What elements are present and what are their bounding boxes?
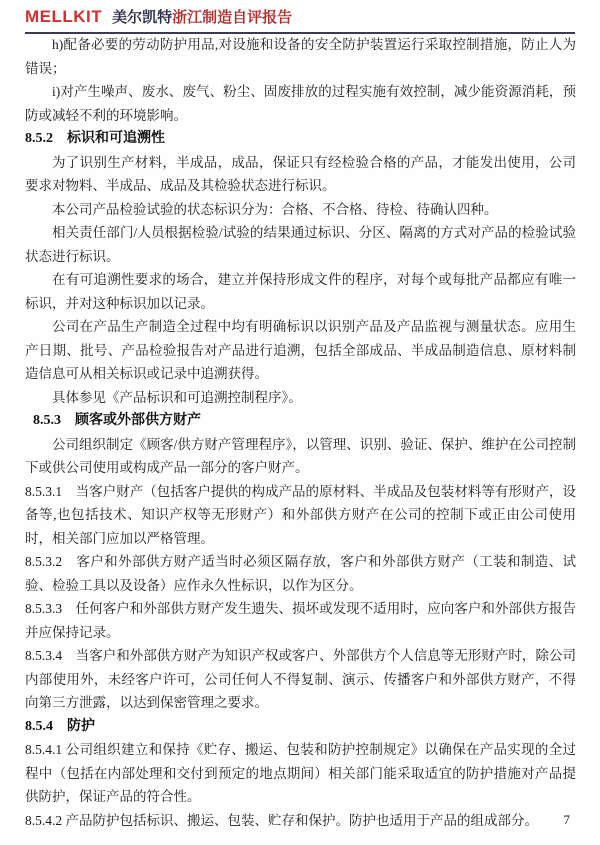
body-paragraph: 为了识别生产材料，半成品，成品，保证只有经检验合格的产品，才能发出使用，公司要求对物料、半成品、成品及其检验状态进行标识。 xyxy=(25,154,576,193)
body-paragraph: 具体参见《产品标识和可追溯控制程序》。 xyxy=(52,389,302,405)
company-logo-text: MELLKIT xyxy=(25,7,103,26)
body-paragraph: 相关责任部门/人员根据检验/试验的结果通过标识、分区、隔离的方式对产品的检验试验状态进行标识。 xyxy=(25,225,576,264)
page-number: 7 xyxy=(563,812,570,827)
section-heading-8-5-2: 8.5.2 标识和可追溯性 xyxy=(25,131,165,146)
numbered-clause-8-5-3-3: 8.5.3.3 任何客户和外部供方财产发生遗失、损坏或发现不适用时，应向客户和外部供方报告并应保持记录。 xyxy=(25,601,576,640)
body-paragraph: 在有可追溯性要求的场合，建立并保持形成文件的程序，对每个或每批产品都应有唯一标识，并对这种标识加以记录。 xyxy=(25,272,576,311)
numbered-clause-8-5-3-1: 8.5.3.1 当客户财产（包括客户提供的构成产品的原材料、半成品及包装材料等有形财产，设备等,也包括技术、知识产权等无形财产）和外部供方财产在公司的控制下或正由公司使用时，相关部门应加以严格管理。 xyxy=(25,483,576,546)
numbered-clause-8-5-4-1: 8.5.4.1 公司组织建立和保持《贮存、搬运、包装和防护控制规定》以确保在产品实现的全过程中（包括在内部处理和交付到预定的地点期间）相关部门能采取适宜的防护措施对产品提供防护，保证产品的符合性。 xyxy=(25,742,576,804)
numbered-clause-8-5-3-2: 8.5.3.2 客户和外部供方财产适当时必须区隔存放，客户和外部供方财产（工装和制造、试验、检验工具以及设备）应作永久性标识，以作为区分。 xyxy=(25,554,576,593)
body-paragraph: h)配备必要的劳动防护用品,对设施和设备的安全防护装置运行采取控制措施，防止人为错误； xyxy=(25,37,576,76)
body-paragraph: i)对产生噪声、废水、废气、粉尘、固废排放的过程实施有效控制，减少能资源消耗，预防或减轻不利的环境影响。 xyxy=(25,84,576,123)
section-heading-8-5-4: 8.5.4 防护 xyxy=(25,718,95,734)
body-paragraph: 本公司产品检验试验的状态标识分为：合格、不合格、待检、待确认四种。 xyxy=(52,201,498,217)
body-paragraph: 公司在产品生产制造全过程中均有明确标识以识别产品及产品监视与测量状态。应用生产日期、批号、产品检验报告对产品进行追溯，包括全部成品、半成品制造信息、原材料制造信息可从相关标识或记录中追溯获得。 xyxy=(25,319,576,381)
section-heading-8-5-3: 8.5.3 顾客或外部供方财产 xyxy=(33,413,201,428)
numbered-clause-8-5-4-2: 8.5.4.2 产品防护包括标识、搬运、包装、贮存和保护。防护也适用于产品的组成部分。 xyxy=(25,812,538,828)
body-paragraph: 公司组织制定《顾客/供方财产管理程序》，以管理、识别、验证、保护、维护在公司控制下或供公司使用或构成产品一部分的客户财产。 xyxy=(25,436,576,475)
document-body xyxy=(25,33,576,832)
page-header xyxy=(25,6,575,34)
header-title-report: 浙江制造自评报告 xyxy=(172,10,293,26)
numbered-clause-8-5-3-4: 8.5.3.4 当客户和外部供方财产为知识产权或客户、外部供方个人信息等无形财产时，除公司内部使用外，未经客户许可，公司任何人不得复制、演示、传播客户和外部供方财产，不得向第三方泄露，以达到保密管理之要求。 xyxy=(25,648,576,710)
header-title-company: 美尔凯特 xyxy=(112,10,173,26)
